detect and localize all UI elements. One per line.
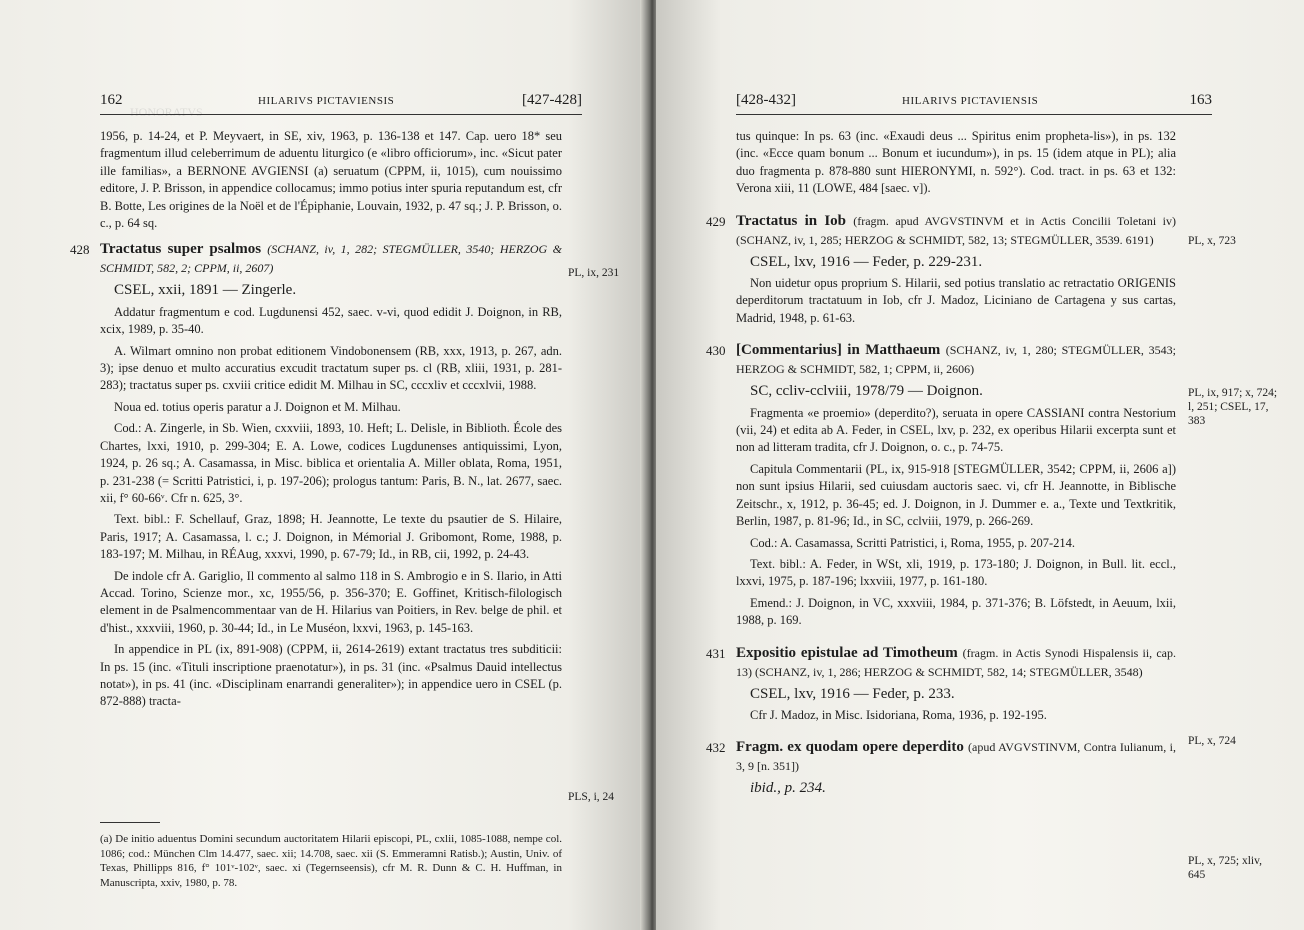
paragraph: Emend.: J. Doignon, in VC, xxxviii, 1984, p. 371-376; B. Löfstedt, in Aeuum, lxii, 1988, p. 169. [736,595,1176,628]
entry-reference: (apud AVGVSTINVM, Contra Iulianum, i, 3, 9 [n. 351]) [736,740,1177,774]
edition-line: CSEL, lxv, 1916 — Feder, p. 233. [750,685,955,702]
right-page [656,0,1304,930]
entry-431 [706,644,1177,725]
entry-number: 428 [70,242,90,258]
right-running-head [736,92,1212,115]
paragraph: Cod.: A. Casamassa, Scritti Patristici, i, Roma, 1955, p. 207-214. [750,535,1075,550]
entry-430 [706,341,1176,629]
entry-number: 432 [706,740,726,756]
left-running-title: HILARIVS PICTAVIENSIS [258,95,395,107]
paragraph: De indole cfr A. Gariglio, Il commento al salmo 118 in S. Ambrogio e in S. Ilario, in Atti Accad. Torino, Scienze mor., xc, 1955/56, p. 356-370; E. Goffinet, Kritisch-filologisch element in de Psalmencommentaar van de H. Hilarius van Poitiers, in Rev. belge de phil. et d'hist., xxxviii, 1960, p. 30-44; Id., in Le Muséon, lxxvi, 1963, p. 145-163. [100,568,562,635]
entry-reference: (SCHANZ, iv, 1, 280; STEGMÜLLER, 3543; HERZOG & SCHMIDT, 582, 1; CPPM, ii, 2606) [736,343,1176,377]
paragraph: Cod.: A. Zingerle, in Sb. Wien, cxxviii, 1893, 10. Heft; L. Delisle, in Biblioth. École des Chartes, lxxi, 1910, p. 299-304; E. A. Lowe, codices Lugdunenses antiquissimi, Lyon, 1924, p. 26 sq.; A. Casamassa, in Misc. biblica et orientalia A. Miller oblata, Roma, 1951, p. 231-238 (= Scritti Patristici, i, p. 197-206); prologus tantum: Paris, B. N., lat. 2677, saec. xii, f° 60-66ᵛ. Cfr n. 625, 3°. [100,421,562,505]
left-page: HONORATVS 162 HILARIVS PICTAVIENSIS [427-428] 1956, p. 14-24, et P. Meyvaert, in SE, xiv, 1963, p. 136-138 et 147. Cap. uero 18* seu fragmentum illud celeberrimum de aduentu liturgico (e «libro officiorum», inc. «Sicut pater ille familias», a BERNONE AVGIENSI (a) seruatum (CPPM, ii, 1015), cum nouissimo editore, J. P. Brisson, in appendice collocamus; immo potius inter spuria reputandum est, cfr B. Botte, Les origines de la Noël et de l'Épiphanie, Louvain, 1932, p. 47 sq.; J. P. Brisson, o. c., p. 64 sq. 428 Tractatus super psalmos (SCHANZ, iv, 1, 282; STEGMÜLLER, 3540; HERZOG & SCHMIDT, 582, 2; CPPM, ii, 2607) CSEL, xxii, 1891 — Zingerle. Addatur fragmentum e cod. Lugdunensi 452, saec. v-vi, quod edidit J. Doignon, in RB, xcix, 1989, p. 35-40. A. Wilmart omnino non probat editionem Vindobonensem (RB, xxx, 1913, p. 267, adn. 3); ipse denuo et multo accuratius excudit tractatum super ps. cl (RB, xliii, 1931, p. 281-283); tractatus super ps. cxviii critice edidit M. Milhau in SC, cccxliv et cccxlvii, 1988. Noua ed. totius operis paratur a J. Doignon et M. Milhau. Cod.: A. Zingerle, in Sb. Wien, cxxviii, 1893, 10. Heft; L. Delisle, in Biblioth. École des Chartes, lxxi, 1910, p. 299-304; E. A. Lowe, codices Lugdunenses antiquissimi, Lyon, 1924, p. 26 sq.; A. Casamassa, in Misc. biblica et orientalia A. Miller oblata, Roma, 1951, p. 231-238 (= Scritti Patristici, i, p. 197-206); prologus tantum: Paris, B. N., lat. 2677, saec. xii, f° 60-66ᵛ. Cfr n. 625, 3°. Text. bibl.: F. Schellauf, Graz, 1898; H. Jeannotte, Le texte du psautier de S. Hilaire, Paris, 1917; A. Casamassa, l. c.; J. Doignon, in Mémorial J. Gribomont, Rome, 1988, p. 183-197; M. Milhau, in RÉAug, xxxvi, 1990, p. 67-79; Id., in RB, cii, 1992, p. 24-43. De indole cfr A. Gariglio, Il commento al salmo 118 in S. Ambrogio e in S. Ilario, in Atti Accad. Torino, Scienze mor., xc, 1955/56, p. 356-370; E. Goffinet, Kritisch-filologisch element in de Psalmencommentaar van de H. Hilarius van Poitiers, in Rev. belge de phil. et d'hist., xxxviii, 1960, p. 30-44; Id., in Le Muséon, lxxvi, 1963, p. 145-163. In appendice in PL (ix, 891-908) (CPPM, ii, 2614-2619) extant tractatus tres subditicii: In ps. 15 (inc. «Tituli inscriptione praenotatur»), in ps. 31 (inc. «Psalmus Dauid intellectus notat»), in ps. 41 (inc. «Disciplinam enarrandi generaliter»); in appendice uero in CSEL (p. 872-888) tracta- PL, ix, 231 PLS, i, 24 (a) De initio aduentus Domini secundum auctoritatem Hilarii episcopi, PL, cxlii, 1085-1088, nempe col. 1086; cod.: München Clm 14.477, saec. xii; 14.708, saec. xii (S. Emmeramni Ratisb.); Austin, Univ. of Texas, Phillipps 816, f° 101ᵛ-102ᵛ, saec. xi (Tegernseensis), cfr M. R. Dunn & C. H. Huffman, in Manuscripta, xxiv, 1980, p. 78. [0,0,646,930]
margin-note: PL, ix, 231 [568,267,620,279]
paragraph: Text. bibl.: F. Schellauf, Graz, 1898; H. Jeannotte, Le texte du psautier de S. Hilaire, Paris, 1917; A. Casamassa, l. c.; J. Doignon, in Mémorial J. Gribomont, Rome, 1988, p. 183-197; M. Milhau, in RÉAug, xxxvi, 1990, p. 67-79; Id., in RB, cii, 1992, p. 24-43. [100,512,562,562]
entry-429 [706,212,1176,328]
footnote-rule [100,822,160,823]
paragraph: Addatur fragmentum e cod. Lugdunensi 452, saec. v-vi, quod edidit J. Doignon, in RB, xcix, 1989, p. 35-40. [100,304,562,337]
margin-note: PL, x, 723 [1188,235,1236,247]
left-page-number: 162 [100,92,123,108]
entry-reference: (fragm. apud AVGVSTINVM et in Actis Concilii Toletani iv) (SCHANZ, iv, 1, 285; HERZOG & SCHMIDT, 582, 13; STEGMÜLLER, 3539. 6191) [736,213,1176,247]
edition-line: CSEL, lxv, 1916 — Feder, p. 229-231. [750,253,983,270]
left-range: [427-428] [522,92,582,108]
entry-432 [706,738,1177,797]
entry-reference: (fragm. in Actis Synodi Hispalensis ii, cap. 13) (SCHANZ, iv, 1, 286; HERZOG & SCHMIDT, 582, 14; STEGMÜLLER, 3548) [736,645,1177,679]
entry-title: Fragm. ex quodam opere deperdito [736,739,964,756]
margin-note: PLS, i, 24 [568,791,615,803]
entry-heading [736,212,1176,250]
paragraph: Noua ed. totius operis paratur a J. Doignon et M. Milhau. [114,399,401,414]
paragraph: Fragmenta «e proemio» (deperdito?), seruata in opere CASSIANI contra Nestorium (vii, 24) et edita ab A. Feder, in CSEL, lxv, p. 232, ex operibus Hilarii excerpta sunt et non ad litteram tradita, cfr J. Doignon, o. c., p. 74-75. [736,405,1176,455]
entry-heading [736,738,1176,776]
margin-note: PL, x, 725; xliv, 645 [1188,855,1263,881]
right-running-title: HILARIVS PICTAVIENSIS [902,95,1039,107]
paragraph: A. Wilmart omnino non probat editionem Vindobonensem (RB, xxx, 1913, p. 267, adn. 3); ipse denuo et multo accuratius excudit tractatum super ps. cl (RB, xliii, 1931, p. 281-283); tractatus super ps. cxviii critice edidit M. Milhau in SC, cccxliv et cccxlvii, 1988. [100,343,562,393]
entry-title: Tractatus super psalmos [100,241,262,258]
footnote: (a) De initio aduentus Domini secundum auctoritatem Hilarii episcopi, PL, cxlii, 1085-1088, nempe col. 1086; cod.: München Clm 14.477, saec. xii; 14.708, saec. xii (S. Emmeramni Ratisb.); Austin, Univ. of Texas, Phillipps 816, f° 101ᵛ-102ᵛ, saec. xi (Tegernseensis), cfr M. R. Dunn & C. H. Huffman, in Manuscripta, xxiv, 1980, p. 78. [100,833,562,889]
entry-heading [736,644,1176,682]
entry-number: 430 [706,343,726,359]
margin-note: PL, x, 724 [1188,735,1236,747]
edition-line: CSEL, xxii, 1891 — Zingerle. [114,282,297,299]
paragraph: Text. bibl.: A. Feder, in WSt, xli, 1919, p. 173-180; J. Doignon, in Bull. lit. eccl., lxxvi, 1975, p. 187-196; lxxviii, 1977, p. 161-180. [736,556,1176,589]
paragraph: Cfr J. Madoz, in Misc. Isidoriana, Roma, 1936, p. 192-195. [750,707,1047,722]
edition-line: ibid., p. 234. [750,780,826,797]
edition-line: SC, ccliv-cclviii, 1978/79 — Doignon. [750,383,983,400]
left-running-head [100,92,582,115]
entry-number: 431 [706,645,726,661]
entry-title: Tractatus in Iob [736,212,847,229]
entry-title: [Commentarius] in Matthaeum [736,342,941,359]
left-body [70,128,562,711]
entry-title: Expositio epistulae ad Timotheum [736,644,958,661]
right-intro-paragraph: tus quinque: In ps. 63 (inc. «Exaudi deus ... Spiritus enim propheta-lis»), in ps. 132 (inc. «Ecce quam bonum ... Bonum et iucundum»), in ps. 15 (idem atque in PL); alia duo fragmenta p. 878-880 sunt HIERONYMI, n. 592°). Cod. tract. in ps. 63 et 132: Verona xiii, 11 (LOWE, 484 [saec. v]). [736,129,1176,196]
right-page-number: 163 [1189,92,1212,108]
right-range: [428-432] [736,92,796,108]
left-intro-paragraph: 1956, p. 14-24, et P. Meyvaert, in SE, xiv, 1963, p. 136-138 et 147. Cap. uero 18* seu fragmentum illud celeberrimum de aduentu liturgico (e «libro officiorum», inc. «Sicut pater ille familias», a BERNONE AVGIENSI (a) seruatum (CPPM, ii, 1015), cum nouissimo editore, J. P. Brisson, in appendice collocamus; immo potius inter spuria reputandum est, cfr B. Botte, Les origines de la Noël et de l'Épiphanie, Louvain, 1932, p. 47 sq.; J. P. Brisson, o. c., p. 64 sq. [100,129,562,231]
paragraph: In appendice in PL (ix, 891-908) (CPPM, ii, 2614-2619) extant tractatus tres subditicii: In ps. 15 (inc. «Tituli inscriptione praenotatur»), in ps. 31 (inc. «Psalmus Dauid intellectus notat»), in ps. 41 (inc. «Disciplinam enarrandi generaliter»); in appendice uero in CSEL (p. 872-888) tracta- [100,642,562,709]
entry-heading [100,240,562,278]
entry-reference: (SCHANZ, iv, 1, 282; STEGMÜLLER, 3540; HERZOG & SCHMIDT, 582, 2; CPPM, ii, 2607) [100,242,562,276]
paragraph: Capitula Commentarii (PL, ix, 915-918 [STEGMÜLLER, 3542; CPPM, ii, 2606 a]) non sunt ipsius Hilarii, sed cuiusdam auctoris saec. vi, cfr H. Jeannotte, in Biblische Zeitschr., x, 1912, p. 36-45; ed. J. Doignon, in J. Dummer e. a., Texte und Textkritik, Berlin, 1987, p. 81-96; Id., in SC, cclviii, 1979, p. 266-269. [736,461,1176,529]
right-body [706,128,1177,802]
paragraph: Non uidetur opus proprium S. Hilarii, sed potius translatio ac retractatio ORIGENIS deperditorum tractatuum in Iob, cfr J. Madoz, Liciniano de Cartagena y sus cartas, Madrid, 1948, p. 61-63. [736,276,1176,325]
margin-note: PL, ix, 917; x, 724; l, 251; CSEL, 17, 383 [1188,387,1278,427]
entry-heading [736,341,1176,379]
entry-number: 429 [706,213,726,229]
